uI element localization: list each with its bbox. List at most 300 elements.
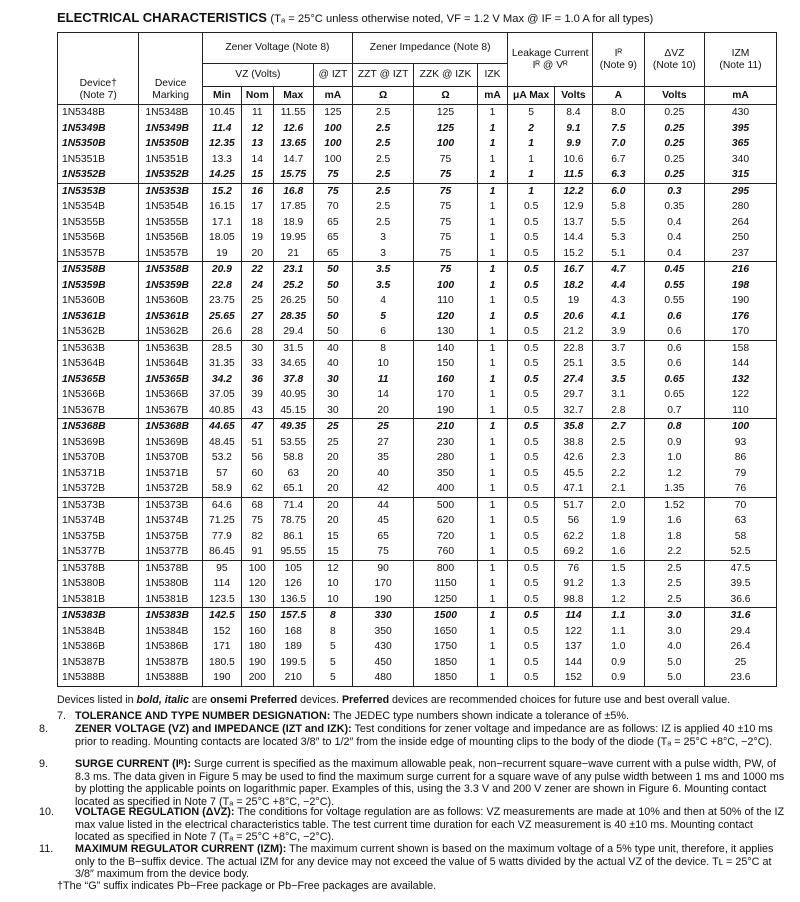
marking-header: [139, 33, 202, 105]
vz-min-cell: 25.65: [202, 309, 241, 325]
ma-header: mA: [313, 87, 352, 105]
vr-cell: 25.1: [554, 356, 592, 372]
zzk-cell: 1650: [414, 624, 477, 640]
marking-cell: 1N5387B: [139, 655, 202, 671]
zzk-cell: 170: [414, 387, 477, 403]
izm-cell: 250: [705, 230, 777, 246]
zzt-cell: 450: [352, 655, 413, 671]
izt-cell: 20: [313, 513, 352, 529]
table-row: [58, 544, 777, 560]
ma3-header: mA: [705, 87, 777, 105]
vz-min-cell: 16.15: [202, 199, 241, 215]
izt-cell: 12: [313, 560, 352, 576]
zzt-cell: 3: [352, 246, 413, 262]
izm-cell: 39.5: [705, 576, 777, 592]
device-label: Device†: [79, 78, 117, 89]
zzk-cell: 125: [414, 105, 477, 121]
table-row: [58, 466, 777, 482]
table-row: [58, 215, 777, 231]
dvz-cell: 0.55: [644, 278, 704, 294]
izm-note: (Note 11): [719, 59, 762, 71]
max-header: Max: [273, 87, 313, 105]
izt-cell: 50: [313, 309, 352, 325]
ir-surge-cell: 0.9: [592, 655, 644, 671]
footnote-part3: are: [188, 694, 211, 706]
device-cell: 1N5363B: [58, 340, 139, 356]
vr-cell: 47.1: [554, 481, 592, 497]
izt-cell: 30: [313, 387, 352, 403]
izk-cell: 1: [477, 624, 508, 640]
marking-cell: 1N5380B: [139, 576, 202, 592]
vz-min-cell: 152: [202, 624, 241, 640]
zzt-cell: 430: [352, 639, 413, 655]
izm-cell: 31.6: [705, 608, 777, 624]
zzk-cell: 210: [414, 419, 477, 435]
vz-min-cell: 17.1: [202, 215, 241, 231]
dvz-cell: 0.9: [644, 435, 704, 451]
vz-nom-cell: 180: [241, 639, 273, 655]
zzk-cell: 400: [414, 481, 477, 497]
ir-label: Iᴿ: [614, 47, 623, 59]
table-row: [58, 278, 777, 294]
vz-max-cell: 17.85: [273, 199, 313, 215]
izt-cell: 65: [313, 215, 352, 231]
dvz-cell: 5.0: [644, 655, 704, 671]
device-cell: 1N5377B: [58, 544, 139, 560]
zzk-cell: 280: [414, 450, 477, 466]
vz-max-cell: 53.55: [273, 435, 313, 451]
izm-cell: 110: [705, 403, 777, 419]
izk-cell: 1: [477, 215, 508, 231]
izt-cell: 15: [313, 544, 352, 560]
table-row: [58, 246, 777, 262]
vz-nom-cell: 160: [241, 624, 273, 640]
ir-leak-cell: 0.5: [508, 340, 555, 356]
zzk-cell: 75: [414, 199, 477, 215]
vz-min-cell: 19: [202, 246, 241, 262]
izt-cell: 50: [313, 324, 352, 340]
vz-nom-cell: 18: [241, 215, 273, 231]
izk-cell: 1: [477, 167, 508, 183]
vr-cell: 18.2: [554, 278, 592, 294]
note-7-text: The JEDEC type numbers shown indicate a tolerance of ±5%.: [330, 710, 629, 722]
vz-min-cell: 22.8: [202, 278, 241, 294]
izk-cell: 1: [477, 403, 508, 419]
izt-cell: 20: [313, 466, 352, 482]
device-cell: 1N5349B: [58, 121, 139, 137]
izt-cell: 10: [313, 576, 352, 592]
ir-leak-cell: 0.5: [508, 529, 555, 545]
vz-nom-cell: 33: [241, 356, 273, 372]
zzk-cell: 160: [414, 372, 477, 388]
vz-nom-cell: 12: [241, 121, 273, 137]
vr-cell: 21.2: [554, 324, 592, 340]
marking-line2: Marking: [152, 90, 189, 101]
izm-cell: 23.6: [705, 670, 777, 686]
zzk-cell: 720: [414, 529, 477, 545]
marking-cell: 1N5362B: [139, 324, 202, 340]
vz-nom-cell: 68: [241, 497, 273, 513]
zzk-cell: 350: [414, 466, 477, 482]
dvz-cell: 0.6: [644, 356, 704, 372]
device-cell: 1N5366B: [58, 387, 139, 403]
vz-max-cell: 78.75: [273, 513, 313, 529]
izt-cell: 20: [313, 450, 352, 466]
marking-cell: 1N5388B: [139, 670, 202, 686]
dvz-cell: 0.25: [644, 136, 704, 152]
izk-cell: 1: [477, 136, 508, 152]
izk-cell: 1: [477, 183, 508, 199]
izm-cell: 79: [705, 466, 777, 482]
marking-cell: 1N5365B: [139, 372, 202, 388]
vz-nom-cell: 14: [241, 152, 273, 168]
zzk-cell: 500: [414, 497, 477, 513]
marking-cell: 1N5374B: [139, 513, 202, 529]
izk-cell: 1: [477, 529, 508, 545]
section-title: [57, 10, 653, 25]
vz-nom-cell: 190: [241, 655, 273, 671]
ir-surge-cell: 4.7: [592, 262, 644, 278]
zzt-cell: 2.5: [352, 215, 413, 231]
vz-max-cell: 210: [273, 670, 313, 686]
izk-cell: 1: [477, 340, 508, 356]
device-cell: 1N5387B: [58, 655, 139, 671]
ohm2-header: Ω: [414, 87, 477, 105]
izm-cell: 190: [705, 293, 777, 309]
vz-min-cell: 37.05: [202, 387, 241, 403]
vz-max-cell: 136.5: [273, 592, 313, 608]
ir-note: (Note 9): [599, 59, 637, 71]
marking-cell: 1N5369B: [139, 435, 202, 451]
izm-cell: 216: [705, 262, 777, 278]
table-row: [58, 183, 777, 199]
vz-min-cell: 57: [202, 466, 241, 482]
zzk-cell: 125: [414, 121, 477, 137]
dvz-cell: 0.3: [644, 183, 704, 199]
izk-cell: 1: [477, 278, 508, 294]
zzt-cell: 5: [352, 309, 413, 325]
izk-cell: 1: [477, 670, 508, 686]
dvz-cell: 0.65: [644, 372, 704, 388]
zzt-cell: 6: [352, 324, 413, 340]
vz-nom-cell: 30: [241, 340, 273, 356]
izm-cell: 340: [705, 152, 777, 168]
table-row: [58, 624, 777, 640]
izk-cell: 1: [477, 105, 508, 121]
zzt-cell: 65: [352, 529, 413, 545]
izk-cell: 1: [477, 372, 508, 388]
izk-cell: 1: [477, 199, 508, 215]
izt-cell: 70: [313, 199, 352, 215]
vr-cell: 42.6: [554, 450, 592, 466]
table-row: [58, 576, 777, 592]
vz-max-cell: 157.5: [273, 608, 313, 624]
ir-surge-cell: 7.0: [592, 136, 644, 152]
izk-cell: 1: [477, 497, 508, 513]
ir-leak-cell: 0.5: [508, 262, 555, 278]
dvz-cell: 1.52: [644, 497, 704, 513]
note-10-head: VOLTAGE REGULATION (ΔVΖ):: [75, 806, 235, 818]
title-conditions: (Tₐ = 25°C unless otherwise noted, VF = 1.2 V Max @ IF = 1.0 A for all types): [270, 13, 654, 25]
device-cell: 1N5360B: [58, 293, 139, 309]
vz-min-cell: 77.9: [202, 529, 241, 545]
vz-max-cell: 26.25: [273, 293, 313, 309]
dvz-cell: 1.8: [644, 529, 704, 545]
marking-cell: 1N5371B: [139, 466, 202, 482]
table-row: [58, 670, 777, 686]
at-izt-header: @ IΖТ: [313, 64, 352, 87]
ir-surge-cell: 6.3: [592, 167, 644, 183]
zzk-cell: 1850: [414, 655, 477, 671]
izk-cell: 1: [477, 560, 508, 576]
izm-cell: 176: [705, 309, 777, 325]
izk-cell: 1: [477, 121, 508, 137]
zzt-cell: 170: [352, 576, 413, 592]
ir-leak-cell: 0.5: [508, 419, 555, 435]
izt-cell: 100: [313, 121, 352, 137]
dvz-cell: 1.6: [644, 513, 704, 529]
vz-min-cell: 26.6: [202, 324, 241, 340]
vz-nom-cell: 15: [241, 167, 273, 183]
izk-cell: 1: [477, 387, 508, 403]
note-11-text: The maximum current shown is based on the maximum voltage of a 5% type unit, therefore, it applies only to the B−suffix device. The actual IΖΜ for any device may not exceed the value of 5 watts divided by the actual VΖ of the device. Tʟ = 25°C at 3/8″ maximum from the device body.: [75, 843, 774, 880]
zzt-cell: 20: [352, 403, 413, 419]
ir-surge-cell: 4.4: [592, 278, 644, 294]
izk-cell: 1: [477, 576, 508, 592]
zzt-cell: 11: [352, 372, 413, 388]
note-11-num: 11.: [39, 843, 54, 855]
table-row: [58, 435, 777, 451]
dvz-cell: 0.4: [644, 230, 704, 246]
marking-cell: 1N5366B: [139, 387, 202, 403]
ir-header: [592, 33, 644, 87]
note-9-head: SURGE CURRENT (Iᴿ):: [75, 758, 191, 770]
table-row: [58, 592, 777, 608]
vz-max-cell: 15.75: [273, 167, 313, 183]
vr-cell: 19: [554, 293, 592, 309]
table-row: [58, 199, 777, 215]
vz-min-cell: 44.65: [202, 419, 241, 435]
table-row: [58, 105, 777, 121]
vz-nom-cell: 82: [241, 529, 273, 545]
izt-cell: 20: [313, 497, 352, 513]
zzk-cell: 1500: [414, 608, 477, 624]
vz-min-cell: 28.5: [202, 340, 241, 356]
ir-surge-cell: 5.3: [592, 230, 644, 246]
ir-surge-cell: 4.3: [592, 293, 644, 309]
zzt-cell: 40: [352, 466, 413, 482]
table-row: [58, 136, 777, 152]
izk-cell: 1: [477, 592, 508, 608]
zzk-cell: 75: [414, 215, 477, 231]
dvz-cell: 0.65: [644, 387, 704, 403]
vr-cell: 62.2: [554, 529, 592, 545]
izk-cell: 1: [477, 544, 508, 560]
device-cell: 1N5380B: [58, 576, 139, 592]
dvz-label: ΔVΖ: [664, 47, 685, 59]
table-row: [58, 121, 777, 137]
marking-cell: 1N5358B: [139, 262, 202, 278]
table-row: [58, 403, 777, 419]
vr-cell: 91.2: [554, 576, 592, 592]
marking-cell: 1N5364B: [139, 356, 202, 372]
dvz-cell: 2.5: [644, 576, 704, 592]
ir-surge-cell: 1.8: [592, 529, 644, 545]
vr-cell: 14.4: [554, 230, 592, 246]
dvz-cell: 0.6: [644, 340, 704, 356]
vz-max-cell: 189: [273, 639, 313, 655]
ir-leak-cell: 0.5: [508, 293, 555, 309]
vz-nom-cell: 22: [241, 262, 273, 278]
marking-cell: 1N5355B: [139, 215, 202, 231]
title-main: ELECTRICAL CHARACTERISTICS: [57, 10, 267, 25]
ir-leak-cell: 0.5: [508, 309, 555, 325]
ir-leak-cell: 0.5: [508, 670, 555, 686]
note-8-text: Test conditions for zener voltage and impedance are as follows: IΖ is applied 40 ±10 ms prior to reading. Mounting contacts are located 3/8″ to 1/2″ from the inside edge of mounting clips to the body of the diode (Tₐ = 25°C +8°C, −2°C).: [75, 723, 773, 748]
vz-max-cell: 11.55: [273, 105, 313, 121]
table-row: [58, 309, 777, 325]
vz-nom-cell: 39: [241, 387, 273, 403]
marking-cell: 1N5348B: [139, 105, 202, 121]
vr-cell: 56: [554, 513, 592, 529]
ua-max-header: μA Max: [508, 87, 555, 105]
vr-cell: 32.7: [554, 403, 592, 419]
ir-leak-cell: 0.5: [508, 230, 555, 246]
table-row: [58, 513, 777, 529]
vz-nom-cell: 13: [241, 136, 273, 152]
zzk-cell: 75: [414, 246, 477, 262]
ir-leak-cell: 0.5: [508, 624, 555, 640]
vz-nom-cell: 60: [241, 466, 273, 482]
vz-min-cell: 95: [202, 560, 241, 576]
footnote-part2: bold, italic: [136, 694, 189, 706]
izt-cell: 50: [313, 262, 352, 278]
vz-nom-cell: 47: [241, 419, 273, 435]
izk-cell: 1: [477, 356, 508, 372]
table-row: [58, 419, 777, 435]
ir-surge-cell: 2.2: [592, 466, 644, 482]
izt-cell: 125: [313, 105, 352, 121]
izm-cell: 26.4: [705, 639, 777, 655]
marking-cell: 1N5352B: [139, 167, 202, 183]
zzt-cell: 14: [352, 387, 413, 403]
zzt-cell: 45: [352, 513, 413, 529]
table-row: [58, 293, 777, 309]
izt-cell: 5: [313, 670, 352, 686]
izm-header: [705, 33, 777, 87]
vz-min-cell: 10.45: [202, 105, 241, 121]
nom-header: Nom: [241, 87, 273, 105]
dvz-cell: 2.2: [644, 544, 704, 560]
ir-surge-cell: 6.7: [592, 152, 644, 168]
zzk-cell: 230: [414, 435, 477, 451]
marking-cell: 1N5357B: [139, 246, 202, 262]
device-cell: 1N5359B: [58, 278, 139, 294]
marking-cell: 1N5370B: [139, 450, 202, 466]
vr-cell: 144: [554, 655, 592, 671]
marking-cell: 1N5349B: [139, 121, 202, 137]
note-9-num: 9.: [39, 758, 49, 770]
dvz-cell: 2.5: [644, 592, 704, 608]
vz-min-cell: 190: [202, 670, 241, 686]
leakage-label: Leakage Current: [511, 47, 589, 59]
note-7: [57, 710, 787, 723]
marking-cell: 1N5377B: [139, 544, 202, 560]
vr-cell: 8.4: [554, 105, 592, 121]
izk-cell: 1: [477, 419, 508, 435]
footnote-part6: Preferred: [341, 694, 390, 706]
volts-header: Volts: [554, 87, 592, 105]
zzk-cell: 120: [414, 309, 477, 325]
vz-max-cell: 58.8: [273, 450, 313, 466]
izm-cell: 264: [705, 215, 777, 231]
device-cell: 1N5368B: [58, 419, 139, 435]
vz-volts-header: VΖ (Volts): [202, 64, 313, 87]
ma2-header: mA: [477, 87, 508, 105]
footnote-part5: devices.: [297, 694, 342, 706]
note-11: [39, 843, 787, 881]
vr-cell: 152: [554, 670, 592, 686]
ir-surge-cell: 3.7: [592, 340, 644, 356]
table-body: [58, 105, 777, 687]
device-cell: 1N5386B: [58, 639, 139, 655]
ir-surge-cell: 2.1: [592, 481, 644, 497]
vz-nom-cell: 51: [241, 435, 273, 451]
ir-leak-cell: 1: [508, 167, 555, 183]
volts2-header: Volts: [644, 87, 704, 105]
vz-max-cell: 25.2: [273, 278, 313, 294]
zener-voltage-header: Zener Voltage (Note 8): [202, 33, 352, 64]
vz-max-cell: 71.4: [273, 497, 313, 513]
izm-cell: 25: [705, 655, 777, 671]
izm-cell: 93: [705, 435, 777, 451]
zzt-cell: 2.5: [352, 121, 413, 137]
ir-surge-cell: 2.5: [592, 435, 644, 451]
ir-surge-cell: 5.1: [592, 246, 644, 262]
izm-cell: 295: [705, 183, 777, 199]
zzk-cell: 760: [414, 544, 477, 560]
table-row: [58, 608, 777, 624]
dvz-cell: 5.0: [644, 670, 704, 686]
vr-cell: 12.9: [554, 199, 592, 215]
vr-cell: 137: [554, 639, 592, 655]
zzk-cell: 75: [414, 183, 477, 199]
dvz-cell: 1.2: [644, 466, 704, 482]
vz-min-cell: 31.35: [202, 356, 241, 372]
table-row: [58, 529, 777, 545]
izm-cell: 365: [705, 136, 777, 152]
izk-cell: 1: [477, 639, 508, 655]
vz-nom-cell: 75: [241, 513, 273, 529]
vz-max-cell: 18.9: [273, 215, 313, 231]
table-row: [58, 560, 777, 576]
vr-cell: 22.8: [554, 340, 592, 356]
vz-nom-cell: 36: [241, 372, 273, 388]
vr-cell: 15.2: [554, 246, 592, 262]
device-cell: 1N5348B: [58, 105, 139, 121]
table-row: [58, 356, 777, 372]
izk-cell: 1: [477, 262, 508, 278]
ir-surge-cell: 1.9: [592, 513, 644, 529]
izt-cell: 40: [313, 340, 352, 356]
izt-cell: 5: [313, 639, 352, 655]
vr-cell: 10.6: [554, 152, 592, 168]
vr-cell: 9.9: [554, 136, 592, 152]
vr-cell: 69.2: [554, 544, 592, 560]
vz-nom-cell: 17: [241, 199, 273, 215]
marking-cell: 1N5373B: [139, 497, 202, 513]
izm-cell: 122: [705, 387, 777, 403]
